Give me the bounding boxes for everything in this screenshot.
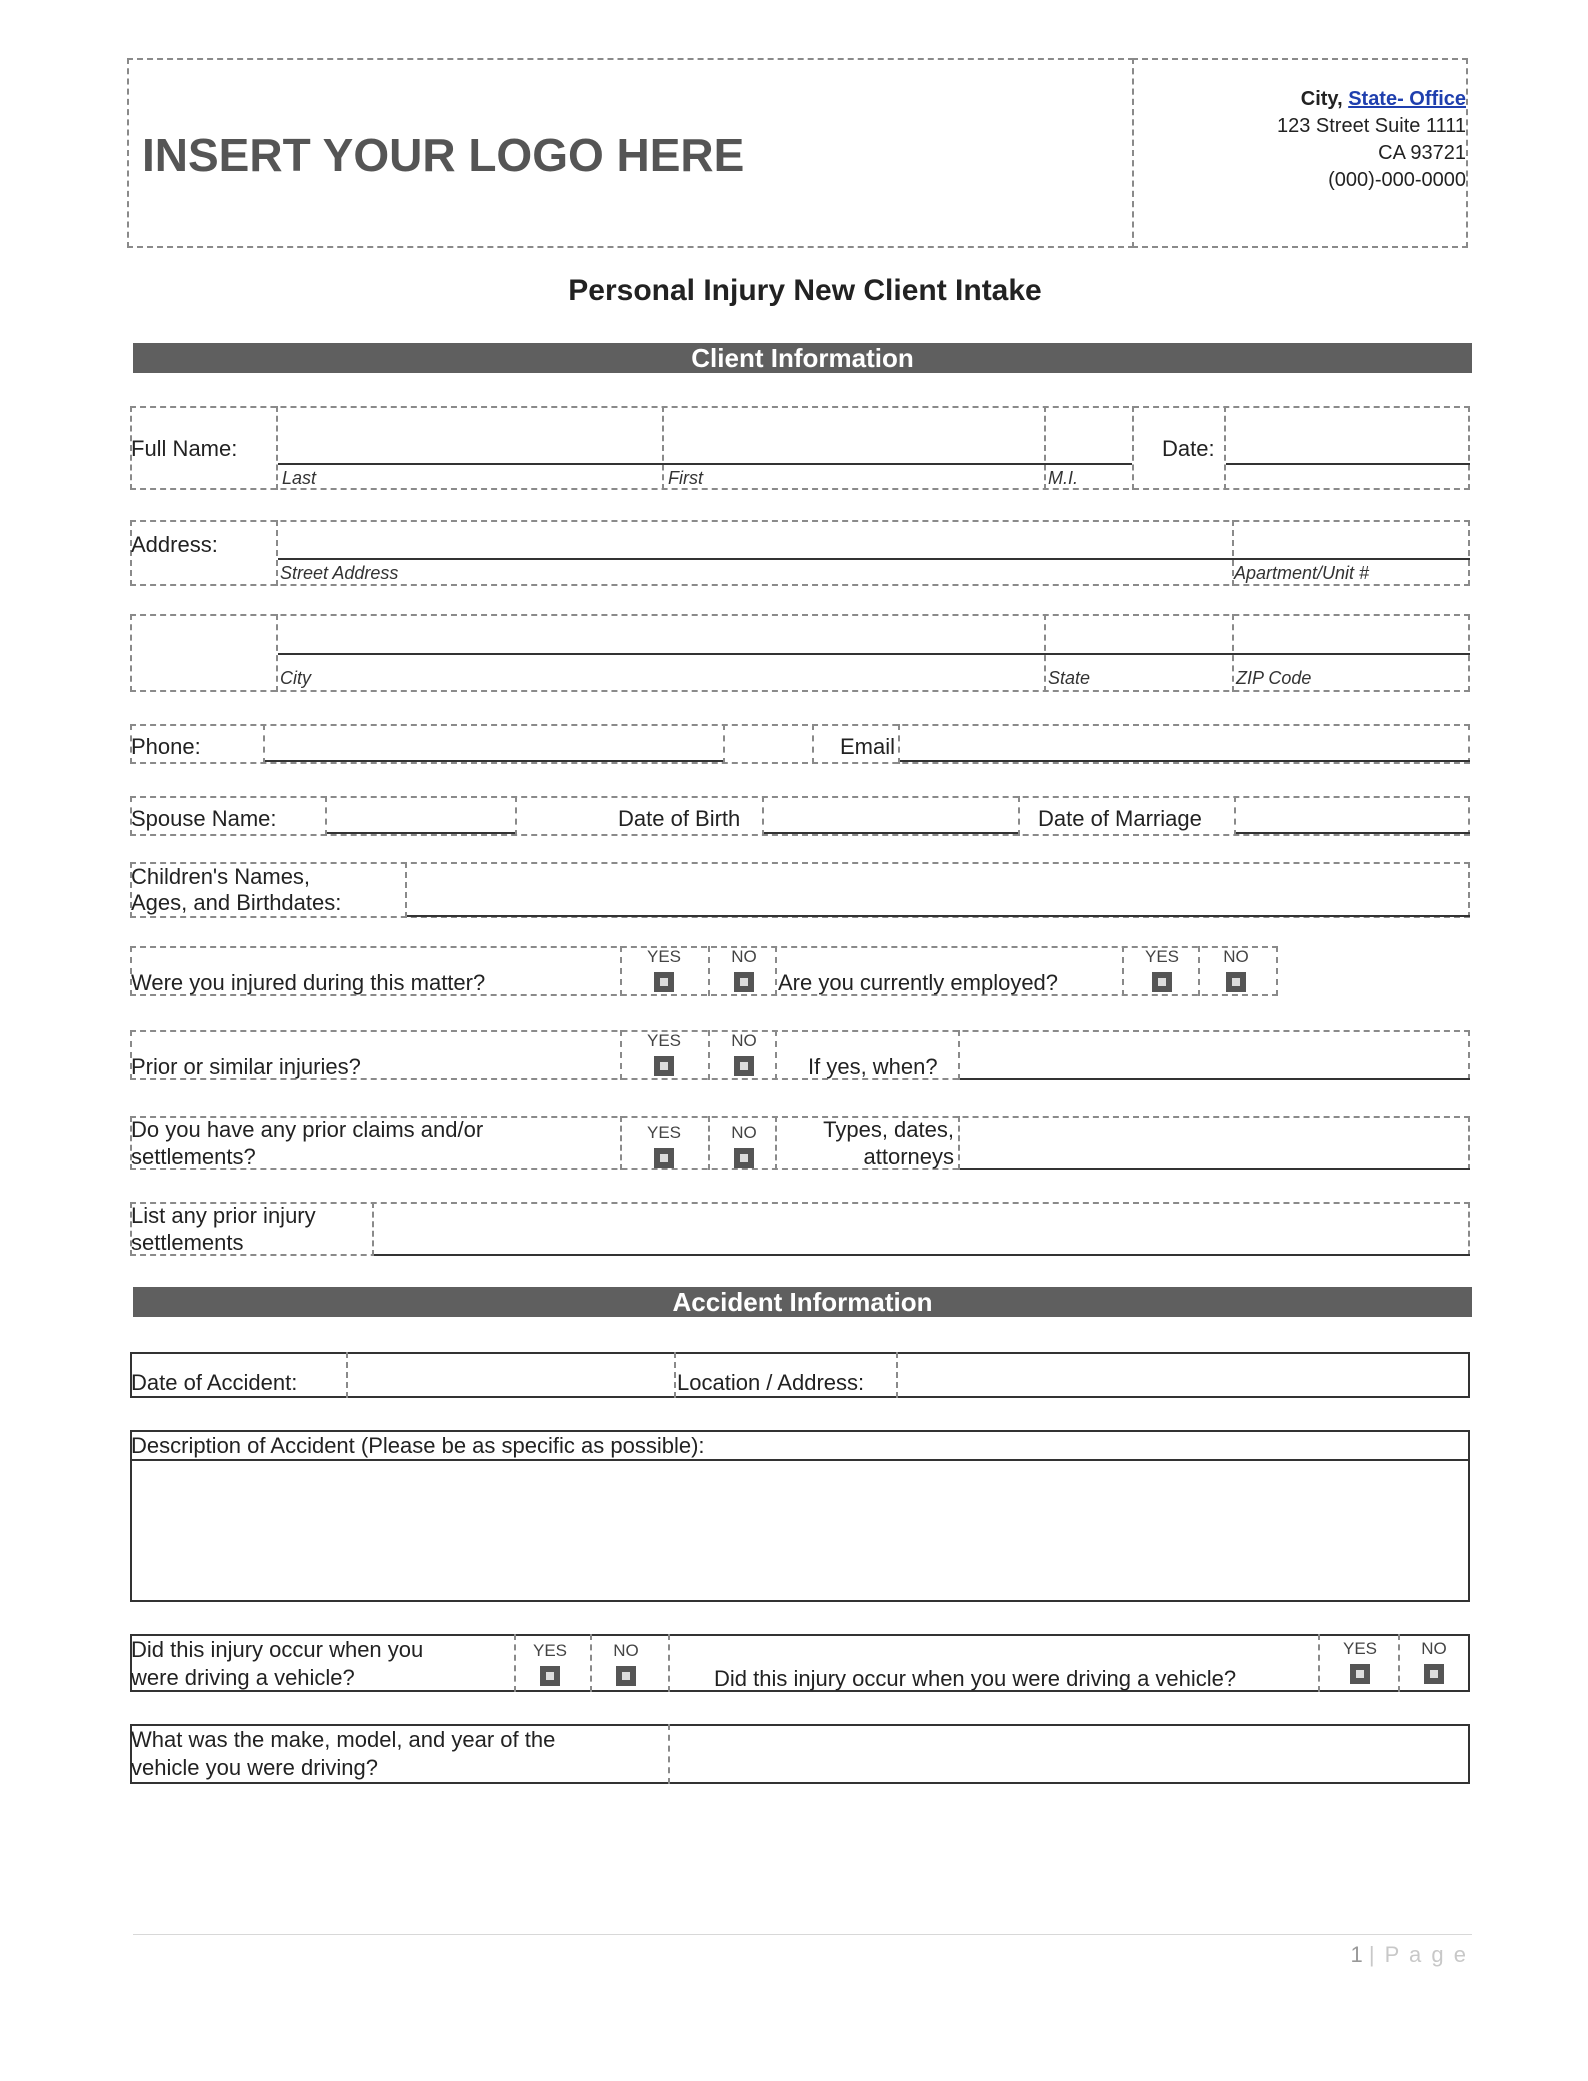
no-label: NO: [731, 1123, 757, 1142]
prior-injuries-when-field[interactable]: [960, 1032, 1468, 1076]
children-line: [407, 915, 1470, 917]
driving-left-yes[interactable]: [518, 1642, 582, 1688]
checkbox-icon[interactable]: [1152, 972, 1172, 992]
divider: [1318, 1634, 1320, 1692]
vehicle-line2: vehicle you were driving?: [131, 1755, 379, 1780]
driving-right-yes[interactable]: [1328, 1640, 1392, 1686]
claims-line: [960, 1168, 1470, 1170]
description-header-line: [130, 1459, 1470, 1461]
office-address: [1140, 86, 1466, 194]
page-number-value: 1: [1350, 1942, 1363, 1967]
divider: [1132, 406, 1134, 490]
spouse-name-field[interactable]: [327, 798, 515, 830]
section-accident-information: Accident Information: [133, 1287, 1472, 1317]
page-word: | P a g e: [1368, 1942, 1468, 1967]
divider: [1398, 1634, 1400, 1692]
description-field[interactable]: [132, 1462, 1468, 1600]
divider: [590, 1634, 592, 1692]
checkbox-icon[interactable]: [654, 1056, 674, 1076]
driving-left-line2: were driving a vehicle?: [131, 1665, 355, 1690]
divider: [1198, 946, 1200, 996]
divider: [1018, 796, 1020, 836]
state-sublabel: State: [1048, 668, 1091, 688]
first-sublabel: First: [668, 468, 703, 488]
address-label: Address:: [131, 532, 218, 557]
divider: [775, 1030, 777, 1080]
children-label-line1: Children's Names,: [131, 864, 311, 889]
phone-field[interactable]: [265, 726, 721, 760]
children-label: [131, 864, 341, 916]
divider: [708, 946, 710, 996]
email-line: [900, 760, 1470, 762]
checkbox-icon[interactable]: [734, 1148, 754, 1168]
footer-rule: [133, 1934, 1472, 1935]
email-label: Email: [840, 734, 896, 759]
driving-left-line1: Did this injury occur when you: [131, 1637, 424, 1662]
zip-sublabel: ZIP Code: [1236, 668, 1312, 688]
checkbox-icon[interactable]: [734, 1056, 754, 1076]
street-line: 123 Street Suite 1111: [1276, 115, 1466, 137]
zip-line: CA 93721: [1378, 142, 1466, 164]
checkbox-icon[interactable]: [734, 972, 754, 992]
mi-sublabel: M.I.: [1048, 468, 1078, 488]
employed-question: Are you currently employed?: [778, 970, 1059, 995]
prior-settlements-line1: List any prior injury: [131, 1203, 316, 1228]
dob-line: [764, 832, 1018, 834]
prior-settlements-line2: settlements: [131, 1230, 244, 1255]
mi-field[interactable]: [1046, 410, 1130, 462]
date-of-marriage-field[interactable]: [1236, 798, 1468, 830]
name-line: [278, 463, 1132, 465]
divider: [674, 1352, 676, 1398]
no-label: NO: [1421, 1639, 1447, 1658]
prior-settlements-label: [131, 1202, 316, 1256]
date-of-marriage-label: Date of Marriage: [1038, 806, 1202, 831]
location-address-label: Location / Address:: [677, 1370, 865, 1395]
spouse-name-label: Spouse Name:: [131, 806, 277, 831]
prior-injuries-question: Prior or similar injuries?: [131, 1054, 361, 1079]
prior-claims-yes[interactable]: [632, 1124, 696, 1170]
phone-label: Phone:: [131, 734, 201, 759]
driving-left-no[interactable]: [594, 1642, 658, 1688]
divider: [515, 796, 517, 836]
injured-yes[interactable]: [632, 948, 696, 994]
email-field[interactable]: [900, 726, 1468, 760]
checkbox-icon[interactable]: [540, 1666, 560, 1686]
divider: [708, 1030, 710, 1080]
logo-placeholder: INSERT YOUR LOGO HERE: [142, 129, 745, 181]
street-address-field[interactable]: [278, 522, 1232, 558]
children-field[interactable]: [407, 864, 1468, 914]
section-client-information: Client Information: [133, 343, 1472, 373]
checkbox-icon[interactable]: [654, 1148, 674, 1168]
city-label: City,: [1300, 88, 1349, 110]
prior-injuries-yes[interactable]: [632, 1032, 696, 1078]
types-line1: Types, dates,: [823, 1117, 954, 1142]
no-label: NO: [1223, 947, 1249, 966]
date-field[interactable]: [1226, 410, 1468, 462]
first-name-field[interactable]: [664, 410, 1044, 462]
city-line: [278, 653, 1470, 655]
divider: [620, 946, 622, 996]
divider: [775, 946, 777, 996]
divider: [775, 1116, 777, 1170]
employed-no[interactable]: [1204, 948, 1268, 994]
no-label: NO: [731, 947, 757, 966]
yes-label: YES: [646, 947, 682, 966]
date-of-birth-field[interactable]: [764, 798, 1016, 830]
settlements-line: [374, 1254, 1470, 1256]
no-label: NO: [731, 1031, 757, 1050]
divider: [708, 1116, 710, 1170]
apartment-field[interactable]: [1234, 522, 1468, 558]
apt-sublabel: Apartment/Unit #: [1234, 563, 1370, 583]
prior-claims-line2: settlements?: [131, 1144, 256, 1169]
divider: [620, 1030, 622, 1080]
checkbox-icon[interactable]: [616, 1666, 636, 1686]
no-label: NO: [613, 1641, 639, 1660]
last-sublabel: Last: [282, 468, 317, 488]
divider: [723, 724, 725, 764]
checkbox-icon[interactable]: [654, 972, 674, 992]
driving-question-left: [131, 1636, 423, 1692]
description-label: Description of Accident (Please be as specific as possible):: [131, 1433, 705, 1458]
prior-claims-no[interactable]: [712, 1124, 776, 1170]
vehicle-line1: What was the make, model, and year of the: [131, 1727, 556, 1752]
zip-field[interactable]: [1234, 616, 1468, 652]
when-line: [960, 1078, 1470, 1080]
driving-right-no[interactable]: [1402, 1640, 1466, 1686]
spouse-line: [327, 832, 517, 834]
types-dates-label: [780, 1116, 954, 1170]
state-field[interactable]: [1046, 616, 1232, 652]
checkbox-icon[interactable]: [1350, 1664, 1370, 1684]
date-line: [1226, 463, 1470, 465]
date-of-accident-label: Date of Accident:: [131, 1370, 298, 1395]
prior-claims-question: [131, 1116, 483, 1170]
prior-injuries-no[interactable]: [712, 1032, 776, 1078]
yes-label: YES: [532, 1641, 568, 1660]
divider: [812, 724, 814, 764]
divider: [514, 1634, 516, 1692]
full-name-label: Full Name:: [131, 436, 238, 461]
yes-label: YES: [1144, 947, 1180, 966]
if-yes-when-label: If yes, when?: [808, 1054, 938, 1079]
date-of-birth-label: Date of Birth: [618, 806, 741, 831]
prior-claims-line1: Do you have any prior claims and/or: [131, 1117, 484, 1142]
phone-line: [265, 760, 723, 762]
yes-label: YES: [646, 1031, 682, 1050]
vehicle-question: [131, 1726, 555, 1782]
yes-label: YES: [646, 1123, 682, 1142]
injured-question: Were you injured during this matter?: [131, 970, 486, 995]
form-title: Personal Injury New Client Intake: [568, 274, 1042, 307]
driving-question-right: Did this injury occur when you were driving a vehicle?: [714, 1666, 1237, 1691]
city-sublabel: City: [280, 668, 311, 688]
types-line2: attorneys: [863, 1144, 954, 1169]
prior-claims-details-field[interactable]: [960, 1118, 1468, 1166]
street-sublabel: Street Address: [280, 563, 399, 583]
employed-yes[interactable]: [1130, 948, 1194, 994]
last-name-field[interactable]: [278, 410, 662, 462]
prior-settlements-field[interactable]: [374, 1204, 1468, 1252]
injured-no[interactable]: [712, 948, 776, 994]
office-link[interactable]: State- Office: [1348, 88, 1466, 110]
dom-line: [1236, 832, 1470, 834]
location-address-field[interactable]: [898, 1354, 1468, 1396]
phone-line: (000)-000-0000: [1328, 169, 1466, 191]
checkbox-icon[interactable]: [1226, 972, 1246, 992]
page-number: [1300, 1942, 1468, 1968]
checkbox-icon[interactable]: [1424, 1664, 1444, 1684]
divider: [1122, 946, 1124, 996]
children-label-line2: Ages, and Birthdates:: [131, 890, 342, 915]
divider: [668, 1634, 670, 1692]
yes-label: YES: [1342, 1639, 1378, 1658]
date-label: Date:: [1162, 436, 1215, 461]
address-line: [278, 558, 1470, 560]
divider: [620, 1116, 622, 1170]
vehicle-details-field[interactable]: [670, 1726, 1468, 1782]
city-field[interactable]: [278, 616, 1044, 652]
date-of-accident-field[interactable]: [348, 1354, 674, 1396]
